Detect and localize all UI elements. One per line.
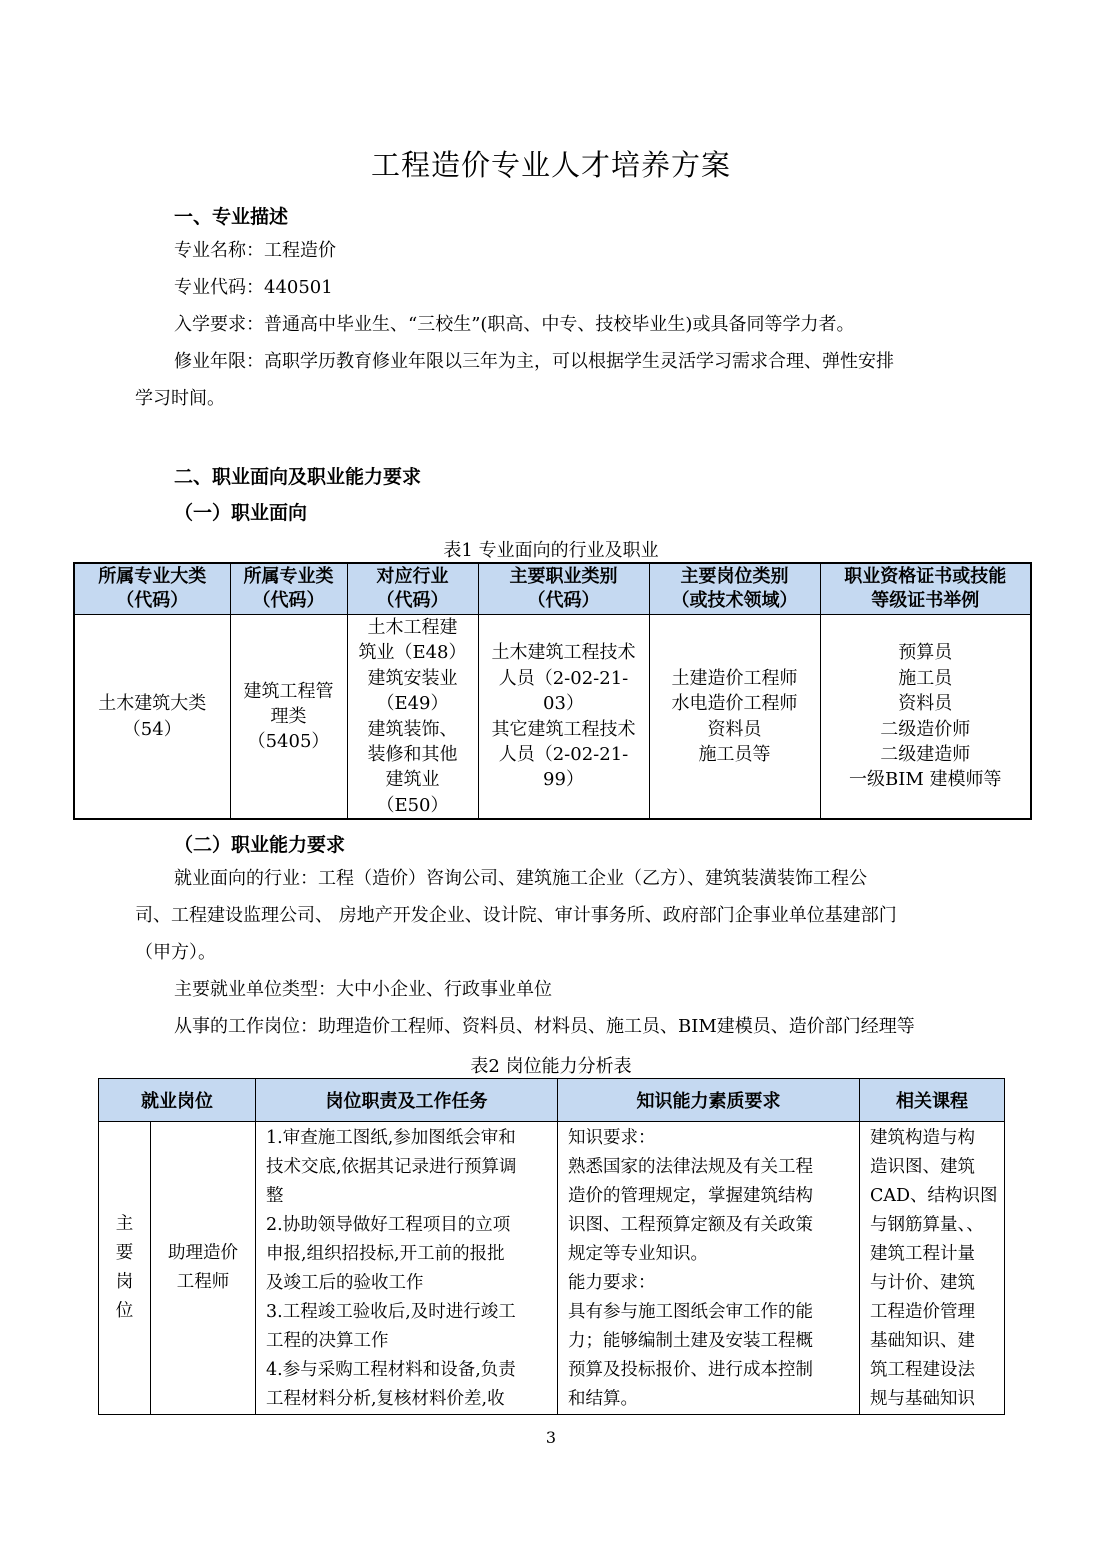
major-code: 专业代码：440501 [174,277,333,298]
work-positions: 从事的工作岗位：助理造价工程师、资料员、材料员、施工员、BIM建模员、造价部门经理等 [174,1016,915,1037]
position-ability-table [98,1078,1005,1415]
header-occupation: 主要职业类别 （代码） [478,563,649,615]
header-courses: 相关课程 [860,1079,1005,1122]
page-number: 3 [545,1428,557,1447]
industry-line-3: （甲方）。 [135,942,216,963]
header-major-class: 所属专业类 （代码） [230,563,347,615]
cell-position-name: 助理造价 工程师 [151,1122,256,1415]
career-orientation-table [73,562,1032,820]
section-heading-2: 二、职业面向及职业能力要求 [174,466,422,488]
table-row [74,615,1031,820]
cell-occupation: 土木建筑工程技术 人员（2-02-21- 03） 其它建筑工程技术 人员（2-02-21- 99） [478,615,649,820]
table-row [99,1122,1005,1415]
cell-position: 土建造价工程师 水电造价工程师 资料员 施工员等 [649,615,820,820]
unit-types: 主要就业单位类型：大中小企业、行政事业单位 [174,979,552,1000]
header-position: 主要岗位类别 （或技术领域） [649,563,820,615]
cell-certificate: 预算员 施工员 资料员 二级造价师 二级建造师 一级BIM 建模师等 [820,615,1031,820]
cell-duties: 1.审查施工图纸,参加图纸会审和 技术交底,依据其记录进行预算调 整 2.协助领导做好工程项目的立项 申报,组织招投标,开工前的报批 及竣工后的验收工作 3.工程竣工验收后,及时进行竣工 工程的决算工作 4.参与采购工程材料和设备,负责 工程材料分析,复核材料价差,收 [256,1122,558,1415]
header-duties: 岗位职责及工作任务 [256,1079,558,1122]
cell-major-class: 建筑工程管 理类 （5405） [230,615,347,820]
header-major-category: 所属专业大类 （代码） [74,563,230,615]
cell-major-category: 土木建筑大类 （54） [74,615,230,820]
header-certificate: 职业资格证书或技能 等级证书举例 [820,563,1031,615]
page-title: 工程造价专业人才培养方案 [370,148,731,182]
table2-caption: 表2 岗位能力分析表 [470,1056,632,1077]
cell-courses: 建筑构造与构 造识图、建筑 CAD、结构识图 与钢筋算量、、 建筑工程计量 与计价、建筑 工程造价管理 基础知识、建 筑工程建设法 规与基础知识 [860,1122,1005,1415]
duration-line-1: 修业年限：高职学历教育修业年限以三年为主，可以根据学生灵活学习需求合理、弹性安排 [174,351,894,372]
admission-requirement: 入学要求：普通高中毕业生、“三校生”(职高、中专、技校毕业生)或具备同等学力者。 [174,314,855,335]
section-heading-1: 一、专业描述 [174,206,289,228]
duration-line-2: 学习时间。 [135,388,225,409]
table-header-row [74,563,1031,615]
table-header-row [99,1079,1005,1122]
major-name: 专业名称：工程造价 [174,240,336,261]
header-industry: 对应行业 （代码） [347,563,478,615]
table1-caption: 表1 专业面向的行业及职业 [443,540,659,561]
industry-line-2: 司、工程建设监理公司、 房地产开发企业、设计院、审计事务所、政府部门企事业单位基建部门 [135,905,897,926]
header-requirements: 知识能力素质要求 [558,1079,860,1122]
cell-position-category: 主 要 岗 位 [99,1122,151,1415]
cell-requirements: 知识要求： 熟悉国家的法律法规及有关工程 造价的管理规定，掌握建筑结构 识图、工程预算定额及有关政策 规定等专业知识。 能力要求： 具有参与施工图纸会审工作的能 力；能够编制土建及安装工程概 预算及投标报价、进行成本控制 和结算。 [558,1122,860,1415]
subsection-heading-2: （二）职业能力要求 [174,834,346,856]
subsection-heading-1: （一）职业面向 [174,502,308,524]
cell-industry: 土木工程建 筑业（E48） 建筑安装业 （E49） 建筑装饰、 装修和其他 建筑业 （E50） [347,615,478,820]
header-job-position: 就业岗位 [99,1079,256,1122]
industry-line-1: 就业面向的行业：工程（造价）咨询公司、建筑施工企业（乙方）、建筑装潢装饰工程公 [174,868,867,889]
